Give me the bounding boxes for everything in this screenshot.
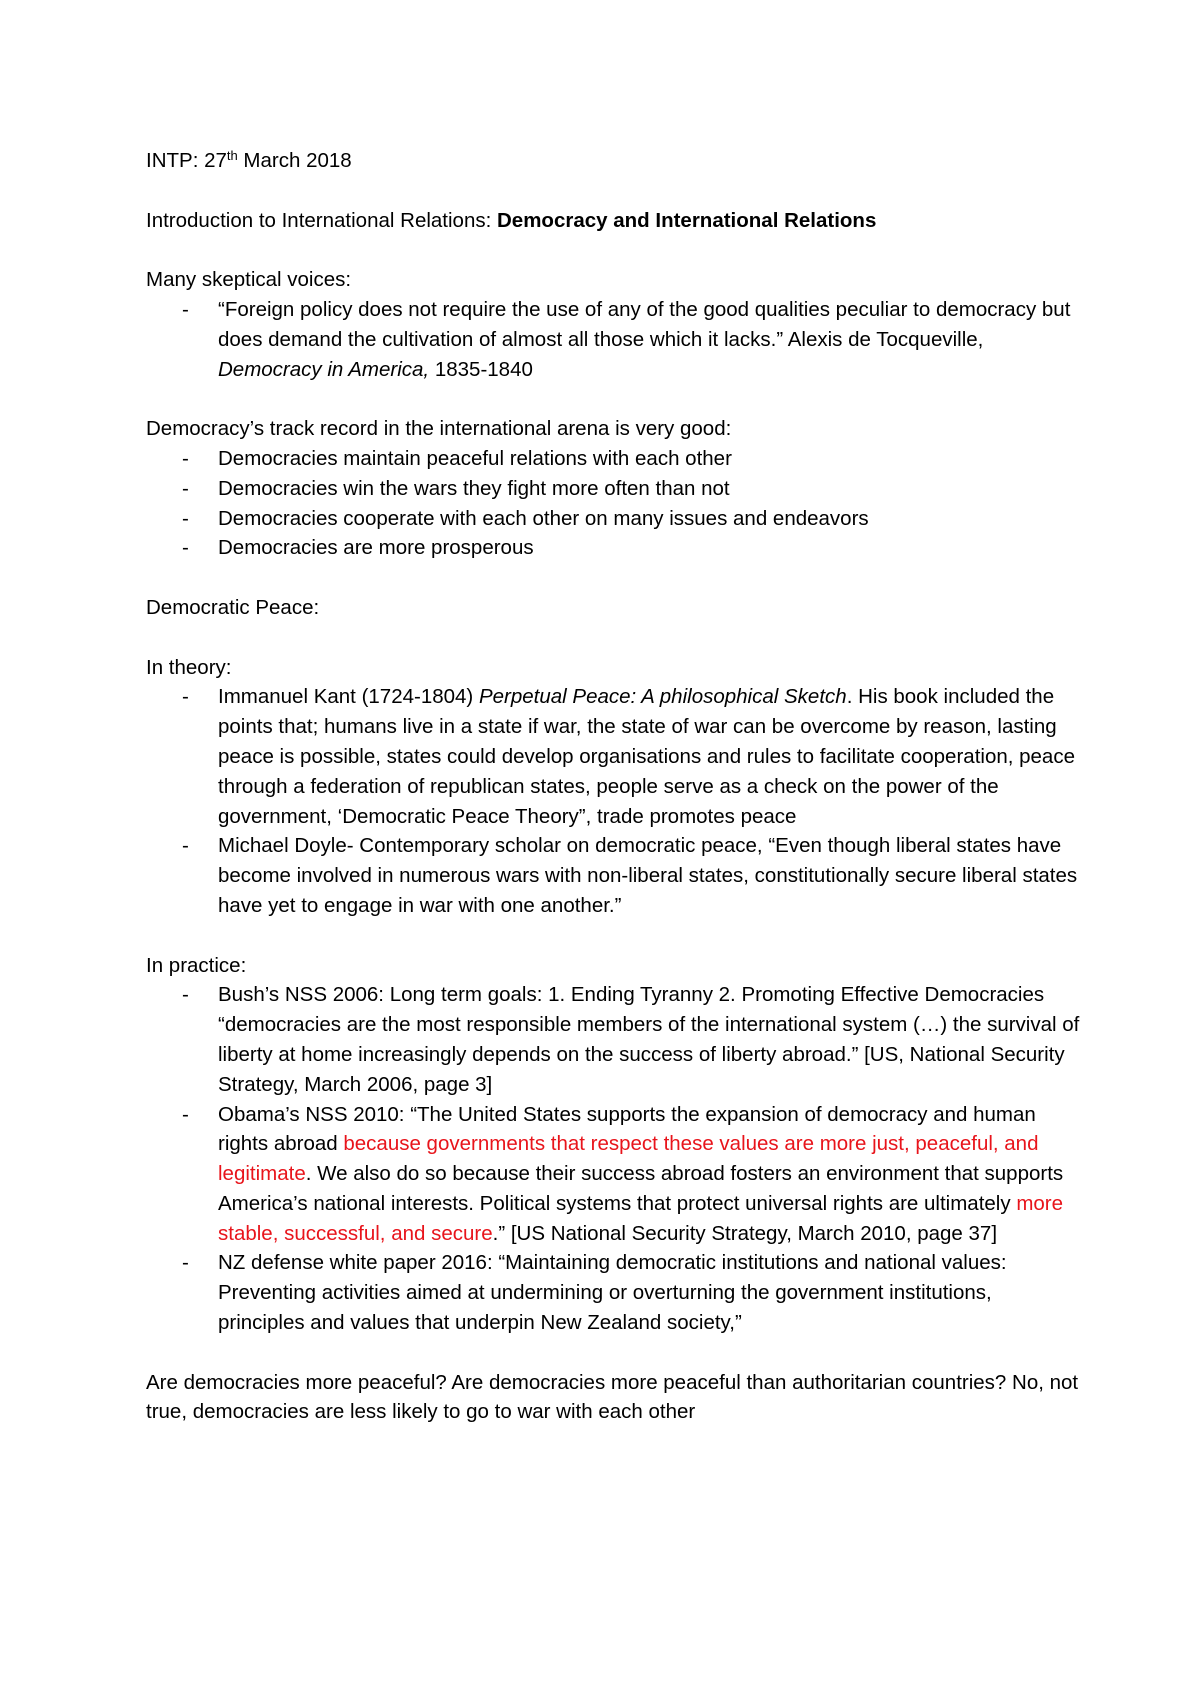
section-skeptical: [146, 265, 1080, 384]
practice-list: [146, 980, 1080, 1338]
list-item-obama: [218, 1100, 1080, 1249]
date-suffix: March 2018: [237, 149, 352, 172]
track-record-list: [146, 444, 1080, 563]
date-header: [146, 146, 1080, 176]
list-item: - Democracies cooperate with each other on many issues and endeavors: [218, 504, 1080, 534]
course-title: [146, 206, 1080, 236]
section-heading-practice: In practice:: [146, 953, 247, 977]
list-item: - Democracies maintain peaceful relations with each other: [218, 444, 1080, 474]
obama-highlight-2: more stable, successful, and secure: [218, 1191, 1064, 1245]
conclusion-paragraph: Are democracies more peaceful? Are democracies more peaceful than authoritarian countries? No, not true, democracies are less likely to go to war with each other: [146, 1370, 1079, 1424]
obama-highlight-1: because governments that respect these values are more just, peaceful, and legitimate: [218, 1132, 1039, 1186]
list-item-bush: - Bush’s NSS 2006: Long term goals: 1. Ending Tyranny 2. Promoting Effective Democracies “democracies are the most responsible members of the international system (…) the survival of liberty at home increasingly depends on the success of liberty abroad.” [US, National Security Strategy, March 2006, page 3]: [218, 980, 1080, 1099]
section-heading-democratic-peace: Democratic Peace:: [146, 595, 320, 619]
course-name: Introduction to International Relations:: [146, 208, 497, 232]
section-track-record: [146, 414, 1080, 563]
kant-description: . His book included the points that; humans live in a state if war, the state of war can be overcome by reason, lasting peace is possible, states could develop organisations and rules to facilitate cooperation, peace through a federation of republican states, people serve as a check on the power of the government, ‘Democratic Peace Theory”, trade promotes peace: [218, 685, 1075, 828]
list-item-nz: - NZ defense white paper 2016: “Maintaining democratic institutions and national values: Preventing activities aimed at undermining or overturning the government institutions, principles and values that underpin New Zealand society,”: [218, 1248, 1080, 1337]
section-heading-skeptical: Many skeptical voices:: [146, 268, 352, 292]
list-item-doyle: - Michael Doyle- Contemporary scholar on democratic peace, “Even though liberal states have become involved in numerous wars with non-liberal states, constitutionally secure liberal states have yet to engage in war with one another.”: [218, 831, 1080, 920]
skeptical-list: [146, 295, 1080, 384]
list-item: [218, 295, 1080, 384]
list-item-kant: [218, 682, 1080, 831]
theory-list: [146, 682, 1080, 920]
quote-text: “Foreign policy does not require the use of any of the good qualities peculiar to democracy but does demand the cultivation of almost all those which it lacks.” Alexis de Tocqueville,: [218, 297, 1071, 351]
book-title: Democracy in America,: [218, 357, 430, 381]
section-heading-track-record: Democracy’s track record in the international arena is very good:: [146, 417, 732, 441]
list-item: - Democracies are more prosperous: [218, 533, 1080, 563]
section-theory: [146, 653, 1080, 921]
quote-date: 1835-1840: [429, 357, 533, 381]
kant-book-title: Perpetual Peace: A philosophical Sketch: [478, 685, 847, 709]
kant-lead: Immanuel Kant (1724-1804): [218, 685, 479, 709]
obama-text-3: .” [US National Security Strategy, March 2010, page 37]: [492, 1221, 998, 1245]
date-ordinal-suffix: th: [226, 148, 238, 163]
section-practice: [146, 951, 1080, 1338]
section-heading-theory: In theory:: [146, 655, 232, 679]
lecture-topic: Democracy and International Relations: [497, 208, 877, 232]
date-prefix: INTP: 27: [146, 149, 227, 172]
list-item: - Democracies win the wars they fight more often than not: [218, 474, 1080, 504]
obama-text-1: Obama’s NSS 2010: “The United States supports the expansion of democracy and human rights abroad: [218, 1102, 1036, 1156]
obama-text-2: . We also do so because their success abroad fosters an environment that supports America’s national interests. Political systems that protect universal rights are ultimately: [218, 1162, 1064, 1215]
